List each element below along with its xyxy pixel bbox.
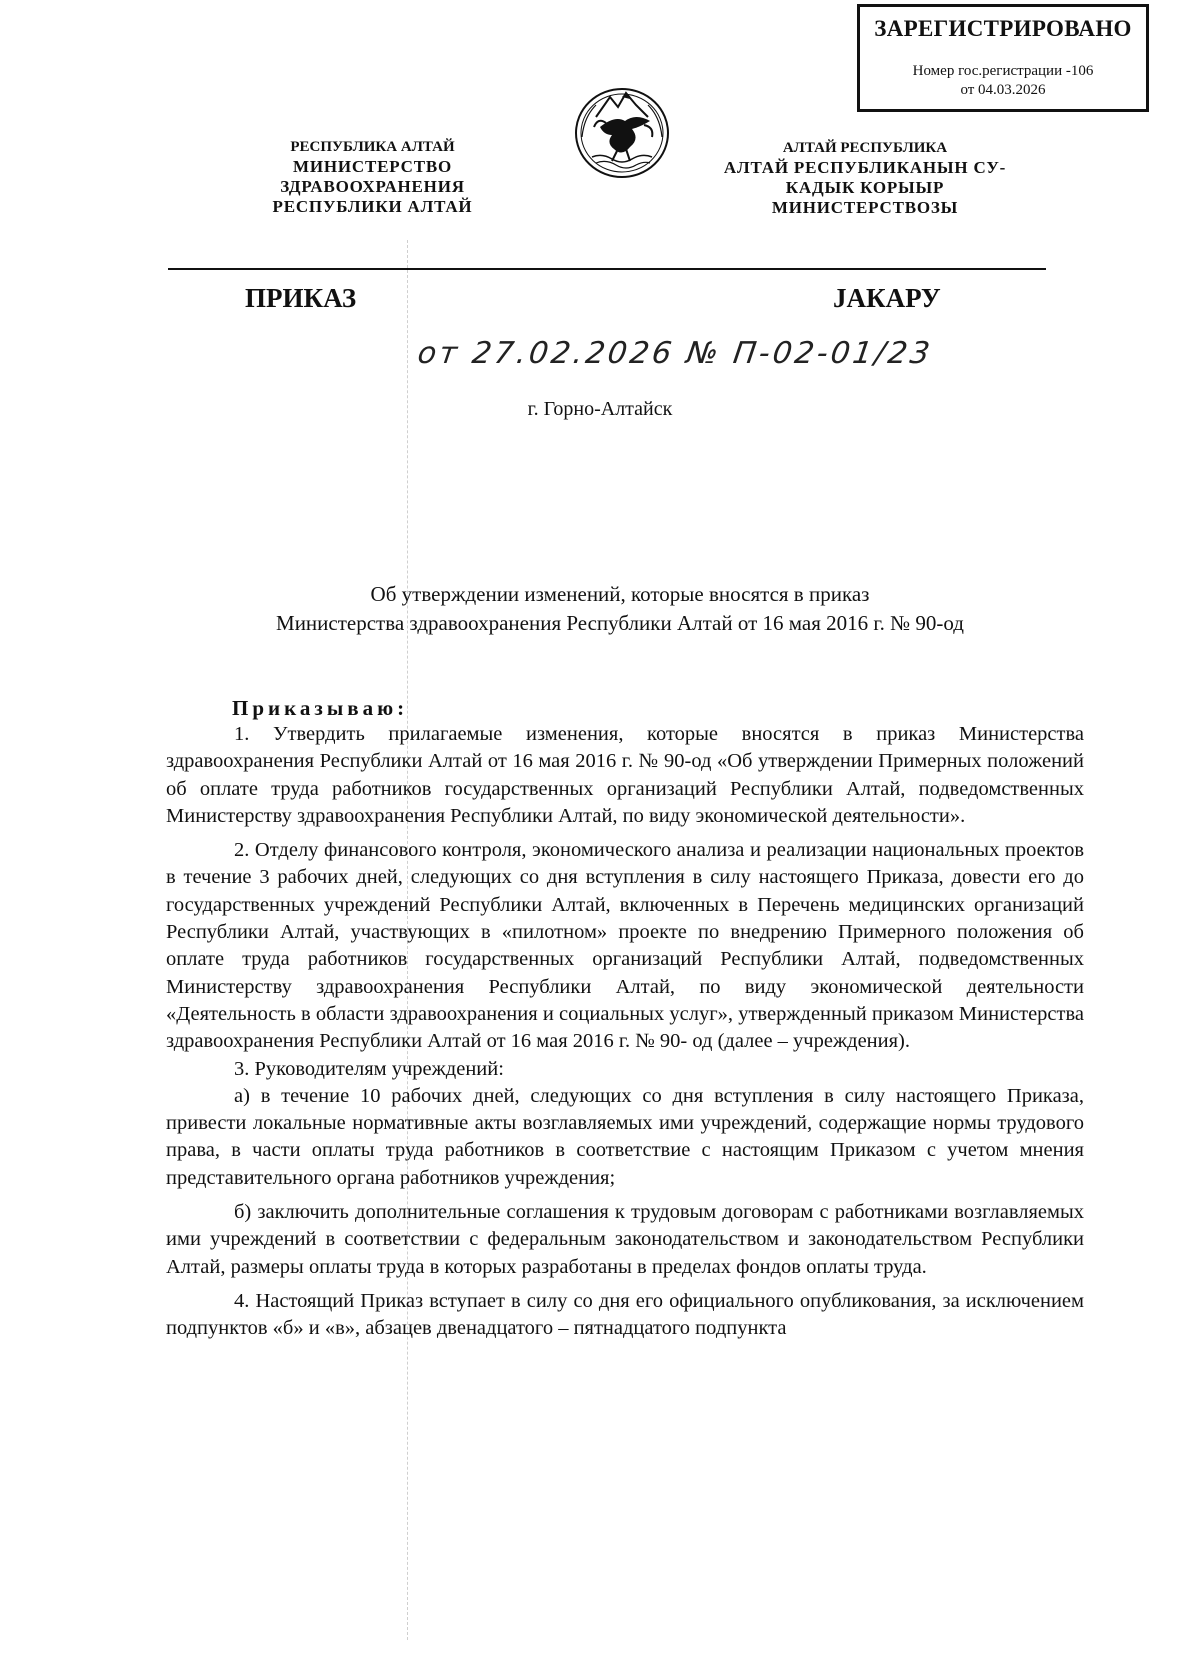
header-right-line1: АЛТАЙ РЕСПУБЛИКА xyxy=(782,140,948,156)
handwritten-order-number: от 27.02.2026 № П-02-01/23 xyxy=(415,336,935,371)
paragraph-4: 4. Настоящий Приказ вступает в силу со дня его официального опубликования, за исключением подпунктов «б» и «в», абзацев двенадцатого – пятнадцатого подпункта xyxy=(166,1289,1084,1340)
header-divider xyxy=(168,268,1046,270)
title-line2: Министерства здравоохранения Республики Алтай от 16 мая 2016 г. № 90-од xyxy=(276,611,964,635)
registration-stamp xyxy=(857,4,1149,112)
title-line1: Об утверждении изменений, которые вносятся в приказ xyxy=(370,582,870,606)
city: г. Горно-Алтайск xyxy=(527,398,673,420)
header-left xyxy=(255,137,490,217)
paragraph-3b: б) заключить дополнительные соглашения к трудовым договорам с работниками возглавляемых ими учреждений в соответствии с федеральным законодательством и законодательством Республики Алтай, размеры оплаты труда в которых разработаны в пределах фондов оплаты труда. xyxy=(166,1201,1084,1278)
stamp-title: ЗАРЕГИСТРИРОВАНО xyxy=(874,16,1132,41)
document-title xyxy=(160,580,1080,638)
order-title-ru: ПРИКАЗ xyxy=(245,283,357,313)
stamp-reg-number: Номер гос.регистрации -106 xyxy=(912,63,1094,79)
header-left-line1: РЕСПУБЛИКА АЛТАЙ xyxy=(290,139,455,155)
coat-of-arms-emblem-icon xyxy=(570,87,675,179)
header-right xyxy=(695,138,1035,218)
document-body xyxy=(166,721,1084,1343)
header-right-line3: КАДЫК КОРЫЫР xyxy=(785,178,945,197)
header-left-line3: ЗДРАВООХРАНЕНИЯ xyxy=(280,177,465,196)
order-title-alt: ЈАКАРУ xyxy=(833,283,941,313)
header-left-line2: МИНИСТЕРСТВО xyxy=(292,157,453,176)
paragraph-2: 2. Отделу финансового контроля, экономического анализа и реализации национальных проектов в течение 3 рабочих дней, следующих со дня вступления в силу настоящего Приказа, довести его до государственных учреждений Республики Алтай, включенных в Перечень медицинских организаций Республики Алтай, участвующих в «пилотном» проекте по внедрению Примерного положения об оплате труда работников государственных организаций Республики Алтай, подведомственных Министерству здравоохранения Республики Алтай, по виду экономической деятельности «Деятельность в области здравоохранения и социальных услуг», утвержденный приказом Министерства здравоохранения Республики Алтай от 16 мая 2016 г. № 90- од (далее – учреждения). xyxy=(166,839,1084,1053)
header-right-line4: МИНИСТЕРСТВОЗЫ xyxy=(771,198,959,217)
header-left-line4: РЕСПУБЛИКИ АЛТАЙ xyxy=(272,197,473,216)
header-right-line2: АЛТАЙ РЕСПУБЛИКАНЫН СУ- xyxy=(723,158,1007,177)
stamp-reg-date: от 04.03.2026 xyxy=(960,82,1046,98)
paragraph-3a: а) в течение 10 рабочих дней, следующих со дня вступления в силу настоящего Приказа, привести локальные нормативные акты возглавляемых ими учреждений, содержащие нормы трудового права, в части оплаты труда работников в соответствие с настоящим Приказом с учетом мнения представительного органа работников учреждения; xyxy=(166,1084,1084,1189)
paragraph-1: 1. Утвердить прилагаемые изменения, которые вносятся в приказ Министерства здравоохранения Республики Алтай от 16 мая 2016 г. № 90-од «Об утверждении Примерных положений об оплате труда работников государственных организаций Республики Алтай, подведомственных Министерству здравоохранения Республики Алтай, по виду экономической деятельности». xyxy=(166,723,1084,827)
ordering-word: Приказываю: xyxy=(232,696,409,720)
paragraph-3: 3. Руководителям учреждений: xyxy=(234,1057,504,1080)
